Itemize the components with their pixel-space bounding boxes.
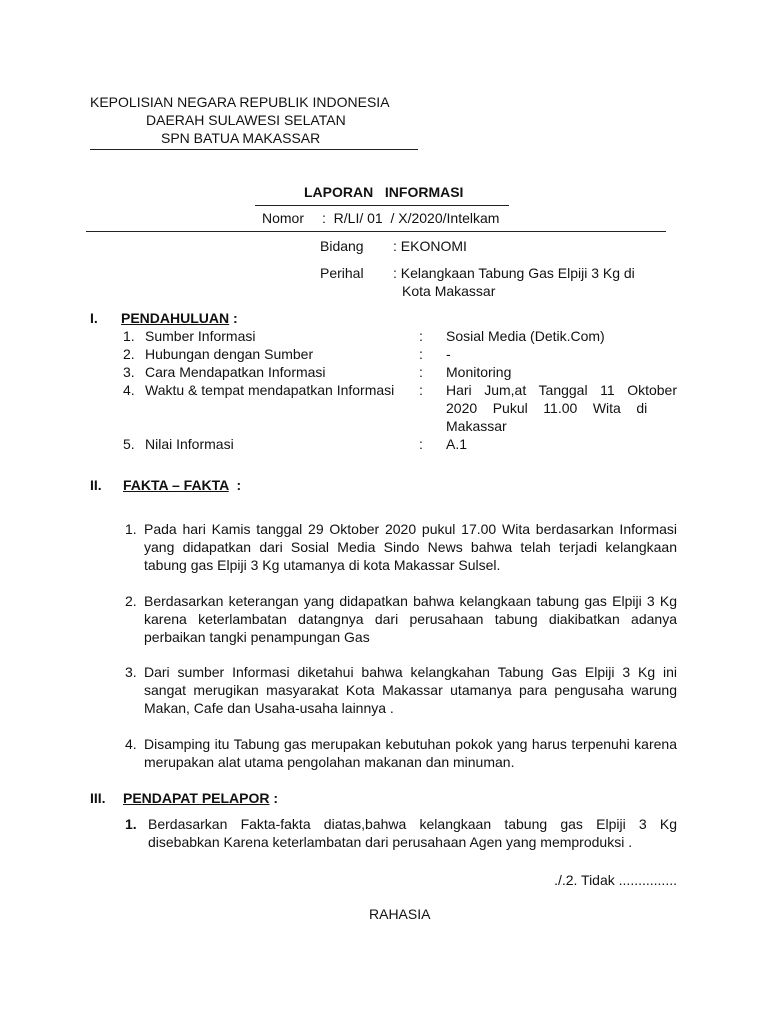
item-text: Dari sumber Informasi diketahui bahwa kelangkahan Tabung Gas Elpiji 3 Kg ini sangat merugikan masyarakat Kota Makassar utamanya para pengusaha warung Makan, Cafe dan Usaha-usaha lainnya .	[144, 664, 677, 716]
item-text: Disamping itu Tabung gas merupakan kebutuhan pokok yang harus terpenuhi karena merupakan alat utama pengolahan makanan dan minuman.	[144, 736, 677, 770]
item-separator: :	[419, 328, 423, 344]
item-number: 2.	[125, 593, 137, 609]
item-value: A.1	[446, 436, 468, 452]
section-1-heading	[121, 309, 238, 327]
bidang-value: : EKONOMI	[393, 238, 467, 254]
item-number: 1.	[123, 328, 135, 344]
bidang-label: Bidang	[320, 238, 364, 254]
item-separator: :	[419, 346, 423, 362]
item-number: 4.	[125, 736, 137, 752]
item-number: 3.	[123, 364, 135, 380]
section-3-heading	[123, 789, 278, 807]
section-2-colon: :	[228, 477, 242, 493]
perihal-value-line1: : Kelangkaan Tabung Gas Elpiji 3 Kg di	[393, 265, 635, 281]
section-3-colon: :	[269, 790, 279, 806]
report-title: LAPORAN INFORMASI	[304, 184, 464, 200]
perihal-label: Perihal	[320, 265, 364, 281]
header-underline	[90, 149, 418, 150]
item-number: 5.	[123, 436, 135, 452]
continuation-marker: ./.2. Tidak ...............	[554, 872, 677, 888]
header-line-3: SPN BATUA MAKASSAR	[161, 130, 321, 146]
item-separator: :	[419, 436, 423, 452]
item-text: Pada hari Kamis tanggal 29 Oktober 2020 pukul 17.00 Wita berdasarkan Informasi yang didapatkan dari Sosial Media Sindo News bahwa telah terjadi kelangkaan tabung gas Elpiji 3 Kg utamanya di kota Makassar Sulsel.	[144, 521, 677, 573]
item-number: 4.	[123, 382, 135, 398]
item-text: Berdasarkan Fakta-fakta diatas,bahwa kelangkaan tabung gas Elpiji 3 Kg disebabkan Karena keterlambatan dari perusahaan Agen yang memproduksi .	[148, 816, 677, 850]
item-separator: :	[419, 382, 423, 398]
item-label: Nilai Informasi	[145, 436, 234, 452]
item-value: Sosial Media (Detik.Com)	[446, 328, 605, 344]
item-separator: :	[419, 364, 423, 380]
item-value-line1: Hari Jum,at Tanggal 11 Oktober	[446, 382, 677, 398]
section-2-heading	[123, 476, 241, 494]
item-label: Sumber Informasi	[145, 328, 256, 344]
item-number: 1.	[125, 521, 137, 537]
item-number: 3.	[125, 664, 137, 680]
item-label: Hubungan dengan Sumber	[145, 346, 314, 362]
section-3-number: III.	[90, 790, 106, 806]
item-value-line3: Makassar	[446, 418, 507, 434]
item-number: 2.	[123, 346, 135, 362]
section-3-title: PENDAPAT PELAPOR	[123, 790, 270, 806]
section-1-title: PENDAHULUAN	[121, 310, 230, 326]
section-1-colon: :	[229, 310, 238, 326]
item-label: Cara Mendapatkan Informasi	[145, 364, 326, 380]
section-2-number: II.	[90, 477, 102, 493]
nomor-underline	[86, 231, 666, 232]
nomor-label: Nomor	[262, 210, 305, 226]
section-2-title: FAKTA – FAKTA	[123, 477, 229, 493]
item-text: Berdasarkan keterangan yang didapatkan bahwa kelangkaan tabung gas Elpiji 3 Kg karena keterlambatan datangnya dari perusahaan tabung diakibatkan adanya perbaikan tangki penampungan Gas	[144, 593, 677, 645]
item-value: Monitoring	[446, 364, 512, 380]
item-value-line2: 2020 Pukul 11.00 Wita di	[446, 400, 648, 416]
item-label: Waktu & tempat mendapatkan Informasi	[145, 382, 395, 398]
perihal-value-line2: Kota Makassar	[402, 283, 496, 299]
title-underline	[255, 205, 509, 206]
item-number: 1.	[125, 816, 137, 832]
header-line-2: DAERAH SULAWESI SELATAN	[146, 112, 346, 128]
header-line-1: KEPOLISIAN NEGARA REPUBLIK INDONESIA	[90, 94, 390, 110]
section-1-number: I.	[90, 310, 98, 326]
nomor-value: : R/LI/ 01 / X/2020/Intelkam	[322, 210, 500, 226]
item-value: -	[446, 346, 451, 362]
classification-label: RAHASIA	[369, 906, 431, 922]
